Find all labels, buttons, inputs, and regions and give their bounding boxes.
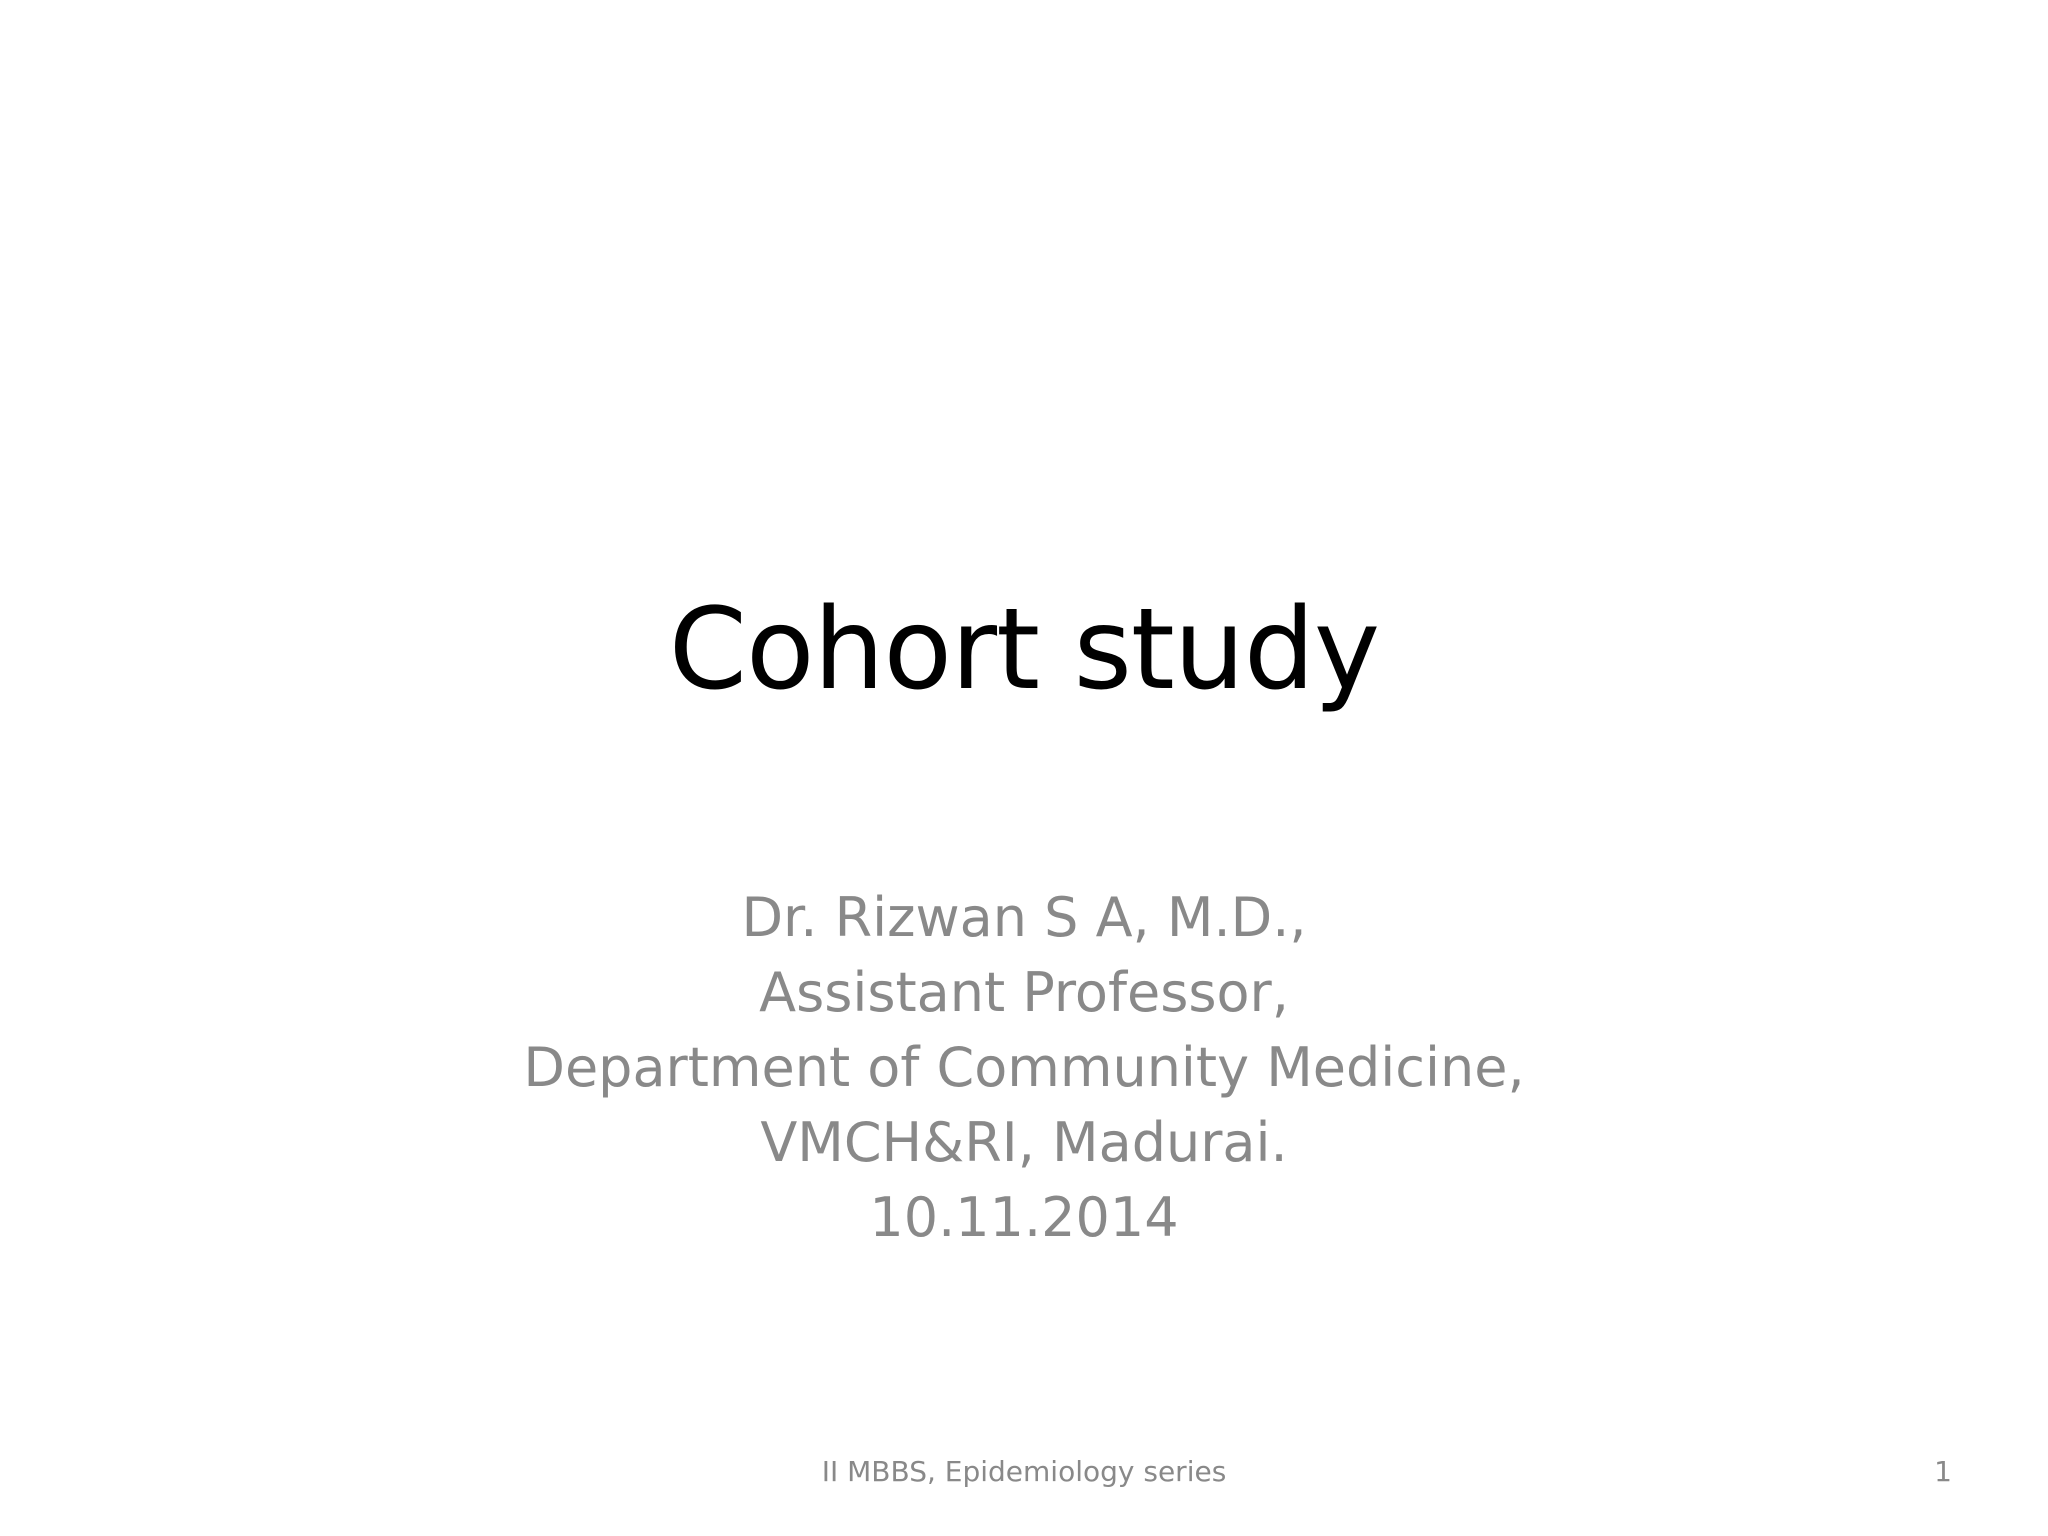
author-institution: VMCH&RI, Madurai. (760, 1111, 1288, 1174)
slide-subtitle (0, 880, 2048, 1255)
slide-number: 1 (1934, 1455, 1952, 1488)
author-position: Assistant Professor, (759, 961, 1289, 1024)
author-department: Department of Community Medicine, (523, 1036, 1525, 1099)
author-name: Dr. Rizwan S A, M.D., (741, 886, 1307, 949)
slide-footer: II MBBS, Epidemiology series (821, 1455, 1227, 1488)
presentation-date: 10.11.2014 (869, 1186, 1179, 1249)
slide-title: Cohort study (668, 585, 1380, 715)
